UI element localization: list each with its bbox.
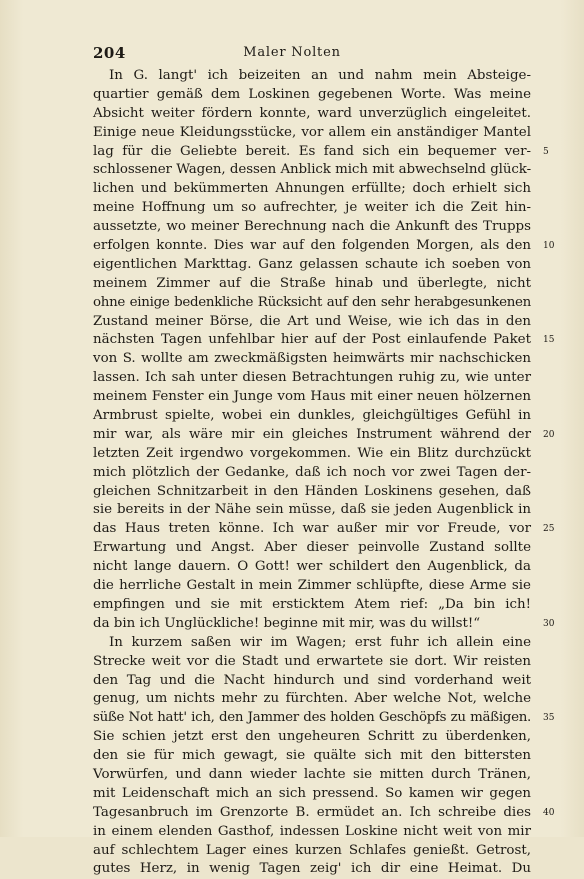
line-text: aussetzte, wo meiner Berechnung nach die Ankunft des Trupps (93, 219, 531, 235)
text-line (93, 747, 531, 766)
line-text: gleichen Schnitzarbeit in den Händen Loskinens gesehen, daß (93, 483, 531, 499)
text-line (93, 294, 531, 313)
line-text: meinem Fenster ein Junge vom Haus mit einer neuen hölzernen (93, 389, 531, 405)
text-line (93, 275, 531, 294)
line-text: meine Hoffnung um so aufrechter, je weiter ich die Zeit hin- (93, 200, 531, 216)
line-text: nicht lange dauern. O Gott! wer schildert den Augenblick, da (93, 559, 531, 575)
text-line (93, 464, 531, 483)
line-text: ohne einige bedenkliche Rücksicht auf den sehr herabgesunkenen (93, 294, 531, 310)
text-line (93, 577, 531, 596)
line-text: In kurzem saßen wir im Wagen; erst fuhr ich allein eine (109, 634, 531, 650)
line-text: gutes Herz, in wenig Tagen zeig' ich dir eine Heimat. Du (93, 861, 531, 877)
line-text: Erwartung und Angst. Aber dieser peinvolle Zustand sollte (93, 540, 531, 556)
line-number: 5 (543, 146, 549, 157)
line-text: Sie schien jetzt erst den ungeheuren Schritt zu überdenken, (93, 729, 531, 745)
text-line (93, 520, 555, 539)
text-line (93, 313, 531, 332)
text-line (93, 766, 531, 785)
line-text: lassen. Ich sah unter diesen Betrachtungen ruhig zu, wie unter (93, 370, 531, 386)
line-text: süße Not hatt' ich, den Jammer des holden Geschöpfs zu mäßigen. (93, 710, 531, 726)
line-text: schlossener Wagen, dessen Anblick mich mit abwechselnd glück- (93, 162, 531, 178)
line-number: 10 (543, 241, 555, 252)
line-text: Zustand meiner Börse, die Art und Weise, wie ich das in den (93, 313, 531, 329)
text-line (93, 842, 531, 861)
line-text: mir war, als wäre mir ein gleiches Instrument während der (93, 426, 531, 442)
text-line (93, 237, 555, 256)
text-line (93, 86, 531, 105)
line-text: sie bereits in der Nähe sein müsse, daß sie jeden Augenblick in (93, 502, 531, 518)
line-text: in einem elenden Gasthof, indessen Loskine nicht weit von mir (93, 823, 531, 839)
text-line (93, 709, 555, 728)
line-text: Einige neue Kleidungsstücke, vor allem ein anständiger Mantel (93, 124, 531, 140)
text-line (93, 199, 531, 218)
line-text: eigentlichen Markttag. Ganz gelassen schaute ich soeben von (93, 256, 531, 272)
text-line (93, 105, 531, 124)
line-text: mit Leidenschaft mich an sich pressend. So kamen wir gegen (93, 785, 531, 801)
text-line (93, 785, 531, 804)
line-text: erfolgen konnte. Dies war auf den folgenden Morgen, als den (93, 238, 531, 254)
text-line (93, 539, 531, 558)
line-text: lag für die Geliebte bereit. Es fand sich ein bequemer ver- (93, 143, 531, 159)
text-line (93, 596, 531, 615)
line-text: den Tag und die Nacht hindurch und sind vorderhand weit (93, 672, 531, 688)
text-line (93, 501, 531, 520)
line-text: Tagesanbruch im Grenzorte B. ermüdet an. Ich schreibe dies (93, 804, 531, 820)
text-line (93, 143, 549, 162)
text-line (93, 653, 531, 672)
line-text: das Haus treten könne. Ich war außer mir vor Freude, vor (93, 521, 531, 537)
line-text: mich plötzlich der Gedanke, daß ich noch vor zwei Tagen der- (93, 464, 531, 480)
line-text: auf schlechtem Lager eines kurzen Schlafes genießt. Getrost, (93, 842, 531, 858)
text-line (93, 823, 531, 842)
line-text: empfingen und sie mit ersticktem Atem rief: „Da bin ich! (93, 596, 531, 612)
text-line (93, 67, 531, 86)
line-number: 20 (543, 429, 555, 440)
line-text: letzten Zeit irgendwo vorgekommen. Wie ein Blitz durchzückt (93, 445, 531, 461)
line-text: quartier gemäß dem Loskinen gegebenen Worte. Was meine (93, 86, 531, 102)
line-text: den sie für mich gewagt, sie quälte sich mit den bittersten (93, 748, 531, 764)
text-line (93, 728, 531, 747)
text-line (93, 369, 531, 388)
line-text: Vorwürfen, und dann wieder lachte sie mitten durch Tränen, (93, 766, 531, 782)
text-line (93, 860, 531, 879)
text-line (93, 161, 531, 180)
text-line (93, 388, 531, 407)
line-number: 15 (543, 335, 555, 346)
line-text: Armbrust spielte, wobei ein dunkles, gleichgültiges Gefühl in (93, 408, 531, 424)
line-text: Strecke weit vor die Stadt und erwartete sie dort. Wir reisten (93, 653, 531, 669)
text-line (93, 426, 555, 445)
line-text: von S. wollte am zweckmäßigsten heimwärts mir nachschicken (93, 351, 531, 367)
text-line (93, 672, 531, 691)
text-line (93, 180, 531, 199)
text-line (93, 350, 531, 369)
line-text: In G. langt' ich beizeiten an und nahm mein Absteige- (109, 68, 531, 83)
text-line (93, 634, 531, 653)
line-number: 30 (543, 618, 555, 629)
text-line (93, 256, 531, 275)
line-text: die herrliche Gestalt in mein Zimmer schlüpfte, diese Arme sie (93, 578, 531, 594)
text-line (93, 690, 531, 709)
text-line (93, 218, 531, 237)
text-line (93, 445, 531, 464)
line-text: nächsten Tagen unfehlbar hier auf der Post einlaufende Paket (93, 332, 531, 348)
line-text: lichen und bekümmerten Ahnungen erfüllte; doch erhielt sich (93, 181, 531, 197)
text-line (93, 124, 531, 143)
text-line (93, 615, 555, 634)
text-line (93, 804, 555, 823)
running-title: Maler Nolten (243, 45, 341, 60)
line-text: da bin ich Unglückliche! beginne mit mir, was du willst!“ (93, 615, 481, 631)
text-line (93, 407, 531, 426)
line-text: genug, um nichts mehr zu fürchten. Aber welche Not, welche (93, 691, 531, 707)
text-line (93, 331, 555, 350)
line-text: Absicht weiter fördern konnte, ward unverzüglich eingeleitet. (93, 105, 531, 121)
text-line (93, 558, 531, 577)
line-text: meinem Zimmer auf die Straße hinab und überlegte, nicht (93, 275, 531, 291)
body-text (93, 67, 555, 879)
line-number: 35 (543, 713, 555, 724)
line-number: 25 (543, 524, 555, 535)
text-line (93, 483, 531, 502)
page-number: 204 (93, 44, 126, 62)
line-number: 40 (543, 807, 555, 818)
